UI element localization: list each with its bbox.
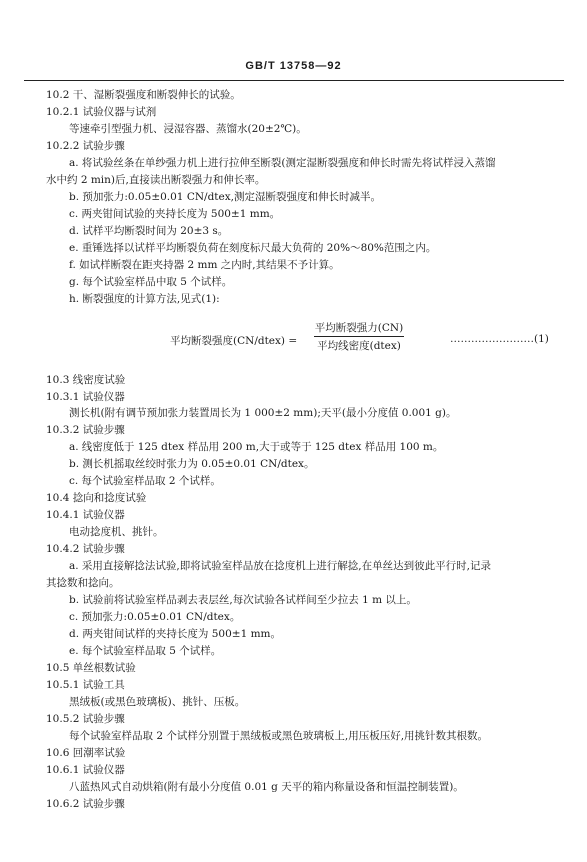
- paragraph: 八蓝热风式自动烘箱(附有最小分度值 0.01 g 天平的箱内称量设备和恒温控制装置)。: [69, 781, 464, 793]
- paragraph: 每个试验室样品取 2 个试样分别置于黑绒板或黑色玻璃板上,用压板压好,用挑针数其根数。: [69, 730, 489, 742]
- section-heading: 10.6 回潮率试验: [46, 747, 126, 759]
- subsection-heading: 10.3.2 试验步骤: [46, 424, 125, 436]
- section-heading: 10.5 单丝根数试验: [46, 662, 136, 674]
- formula-numerator: 平均断裂强力(CN): [314, 322, 404, 334]
- header-rule: [24, 80, 564, 81]
- subsection-heading: 10.4.1 试验仪器: [46, 509, 125, 521]
- formula-denominator: 平均线密度(dtex): [317, 340, 401, 352]
- list-item: e. 每个试验室样品取 5 个试样。: [69, 645, 222, 657]
- list-item-continuation: 水中约 2 min)后,直接读出断裂强力和伸长率。: [46, 174, 266, 186]
- list-item: d. 试样平均断裂时间为 20±3 s。: [69, 225, 229, 237]
- list-item: b. 测长机摇取丝绞时张力为 0.05±0.01 CN/dtex。: [69, 458, 315, 470]
- formula-1: [170, 320, 550, 360]
- paragraph: 测长机(附有调节预加张力装置周长为 1 000±2 mm);天平(最小分度值 0.001 g)。: [69, 407, 457, 419]
- list-item: b. 试验前将试验室样品剥去表层丝,每次试验各试样间至少拉去 1 m 以上。: [69, 594, 417, 606]
- paragraph: 等速牵引型强力机、浸湿容器、蒸馏水(20±2℃)。: [69, 123, 307, 135]
- list-item: c. 预加张力:0.05±0.01 CN/dtex。: [69, 611, 241, 623]
- list-item: d. 两夹钳间试样的夹持长度为 500±1 mm。: [69, 628, 282, 640]
- formula-lhs: 平均断裂强度(CN/dtex) =: [170, 335, 298, 347]
- list-item: a. 线密度低于 125 dtex 样品用 200 m,大于或等于 125 dtex 样品用 100 m。: [69, 441, 444, 453]
- formula-number: ……………………(1): [450, 333, 549, 345]
- subsection-heading: 10.5.2 试验步骤: [46, 713, 125, 725]
- subsection-heading: 10.3.1 试验仪器: [46, 391, 125, 403]
- list-item: f. 如试样断裂在距夹持器 2 mm 之内时,其结果不予计算。: [69, 259, 340, 271]
- list-item-continuation: 其捻数和捻向。: [46, 577, 120, 589]
- list-item: g. 每个试验室样品中取 5 个试样。: [69, 276, 233, 288]
- list-item: a. 采用直接解捻法试验,即将试验室样品放在捻度机上进行解捻,在单丝达到彼此平行时,记录: [69, 560, 491, 572]
- list-item: b. 预加张力:0.05±0.01 CN/dtex,测定湿断裂强度和伸长时减半。: [69, 191, 381, 203]
- list-item: e. 重锤选择以试样平均断裂负荷在刻度标尺最大负荷的 20%～80%范围之内。: [69, 242, 437, 254]
- list-item: a. 将试验丝条在单纱强力机上进行拉伸至断裂(测定湿断裂强度和伸长时需先将试样浸入蒸馏: [69, 157, 496, 169]
- list-item: c. 每个试验室样品取 2 个试样。: [69, 475, 221, 487]
- section-heading: 10.2 干、湿断裂强度和断裂伸长的试验。: [46, 89, 241, 101]
- fraction-bar: [314, 336, 404, 337]
- paragraph: 黑绒板(或黑色玻璃板)、挑针、压板。: [69, 696, 246, 708]
- section-heading: 10.3 线密度试验: [46, 374, 126, 386]
- list-item: c. 两夹钳间试验的夹持长度为 500±1 mm。: [69, 208, 281, 220]
- subsection-heading: 10.2.1 试验仪器与试剂: [46, 106, 157, 118]
- paragraph: 电动捻度机、挑针。: [69, 526, 164, 538]
- formula-fraction: [314, 320, 404, 353]
- subsection-heading: 10.2.2 试验步骤: [46, 140, 125, 152]
- standard-header: GB/T 13758—92: [245, 60, 342, 72]
- subsection-heading: 10.4.2 试验步骤: [46, 543, 125, 555]
- section-heading: 10.4 捻向和捻度试验: [46, 492, 147, 504]
- subsection-heading: 10.6.1 试验仪器: [46, 764, 125, 776]
- subsection-heading: 10.6.2 试验步骤: [46, 798, 125, 810]
- list-item: h. 断裂强度的计算方法,见式(1):: [69, 293, 220, 305]
- subsection-heading: 10.5.1 试验工具: [46, 679, 125, 691]
